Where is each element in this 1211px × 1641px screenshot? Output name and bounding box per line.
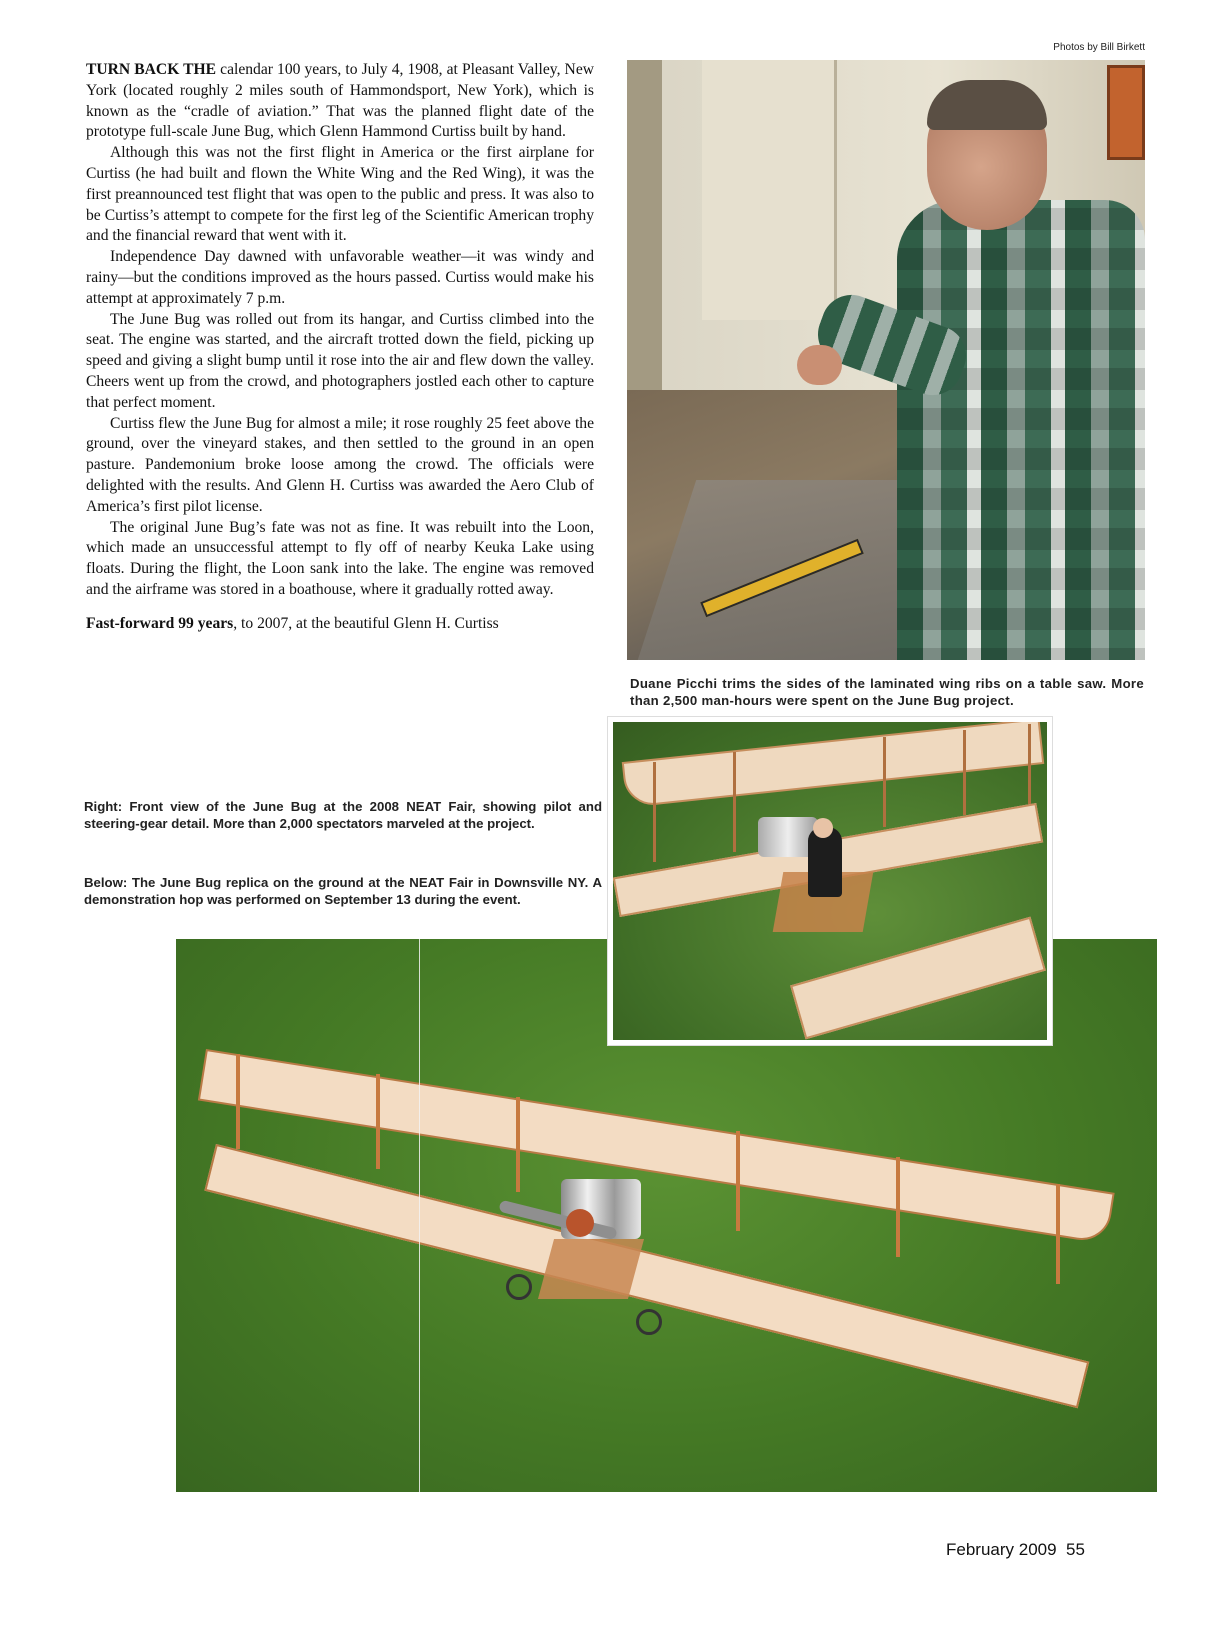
pilot-face <box>813 818 833 838</box>
paragraph-3: Independence Day dawned with unfavorable weather—it was windy and rainy—but the conditions improved as the hours passed. Curtiss would make his attempt at approximately 7 p.m. <box>86 248 594 307</box>
plaid-shirt <box>897 200 1145 660</box>
wing-strut <box>1056 1184 1060 1284</box>
pegboard <box>627 60 662 390</box>
hair <box>927 80 1047 130</box>
paragraph-7 <box>86 614 594 635</box>
page-gutter-line <box>419 939 420 1492</box>
hand <box>797 345 842 385</box>
front-view-photo <box>608 717 1052 1045</box>
wing-strut <box>376 1074 380 1169</box>
propeller-hub <box>566 1209 594 1237</box>
paragraph-4: The June Bug was rolled out from its hangar, and Curtiss climbed into the seat. The engine was started, and the aircraft trotted down the field, picking up speed and giving a slight bump until it rose into the air and flew down the valley. Cheers went up from the crowd, and photographers jostled each other to capture that perfect moment. <box>86 310 594 411</box>
ground-view-caption: Below: The June Bug replica on the ground at the NEAT Fair in Downsville NY. A demonstration hop was performed on September 13 during the event. <box>84 875 602 907</box>
fuselage-frame <box>538 1239 644 1299</box>
workshop-caption: Duane Picchi trims the sides of the laminated wing ribs on a table saw. More than 2,500 man-hours were spent on the June Bug project. <box>630 676 1144 708</box>
article-body <box>86 60 594 635</box>
lead-in: TURN BACK THE <box>86 61 217 78</box>
wing-strut <box>236 1054 240 1149</box>
page-folio <box>946 1540 1146 1560</box>
front-elevator <box>790 917 1046 1040</box>
craftsman <box>877 80 1145 660</box>
wing-strut <box>1028 724 1031 804</box>
paragraph-2: Although this was not the first flight in America or the first airplane for Curtiss (he had built and flown the White Wing and the Red Wing), it was the first preannounced test flight that was open to the public and press. It was also to be Curtiss’s attempt to compete for the first leg of the Scientific American trophy and the financial reward that went with it. <box>86 144 594 245</box>
front-view-caption: Right: Front view of the June Bug at the 2008 NEAT Fair, showing pilot and steering-gear detail. More than 2,000 spectators marveled at the project. <box>84 799 602 831</box>
landing-wheel <box>506 1274 532 1300</box>
page-number: 55 <box>1066 1540 1085 1559</box>
paragraph-1-text: calendar 100 years, to July 4, 1908, at Pleasant Valley, New York (located roughly 2 miles south of Hammondsport, New York), which is known as the “cradle of aviation.” That was the planned flight date of the prototype full-scale June Bug, which Glenn Hammond Curtiss built by hand. <box>86 61 594 141</box>
workshop-photo <box>627 60 1145 660</box>
wing-strut <box>883 737 886 827</box>
wing-strut <box>733 752 736 852</box>
fast-forward-lead: Fast-forward 99 years <box>86 614 234 632</box>
issue-date: February 2009 <box>946 1540 1057 1559</box>
landing-wheel <box>636 1309 662 1335</box>
wing-strut <box>516 1097 520 1192</box>
upper-wing <box>622 718 1045 808</box>
paragraph-5: Curtiss flew the June Bug for almost a mile; it rose roughly 25 feet above the ground, over the vineyard stakes, and then settled to the ground in an open pasture. Pandemonium broke loose among the crowd. The officials were delighted with the results. And Glenn H. Curtiss was awarded the Aero Club of America’s first pilot license. <box>86 414 594 515</box>
wing-strut <box>736 1131 740 1231</box>
wing-strut <box>896 1157 900 1257</box>
wall-cabinet <box>702 60 837 320</box>
paragraph-7-text: , to 2007, at the beautiful Glenn H. Curtiss <box>233 614 499 632</box>
wing-strut <box>653 762 656 862</box>
paragraph-6: The original June Bug’s fate was not as fine. It was rebuilt into the Loon, which made an unsuccessful attempt to fly off of nearby Keuka Lake using floats. During the flight, the Loon sank into the lake. The engine was removed and the airframe was stored in a boathouse, where it gradually rotted away. <box>86 518 594 598</box>
photo-credit: Photos by Bill Birkett <box>1053 42 1145 53</box>
paragraph-1 <box>86 60 594 143</box>
wing-strut <box>963 730 966 815</box>
